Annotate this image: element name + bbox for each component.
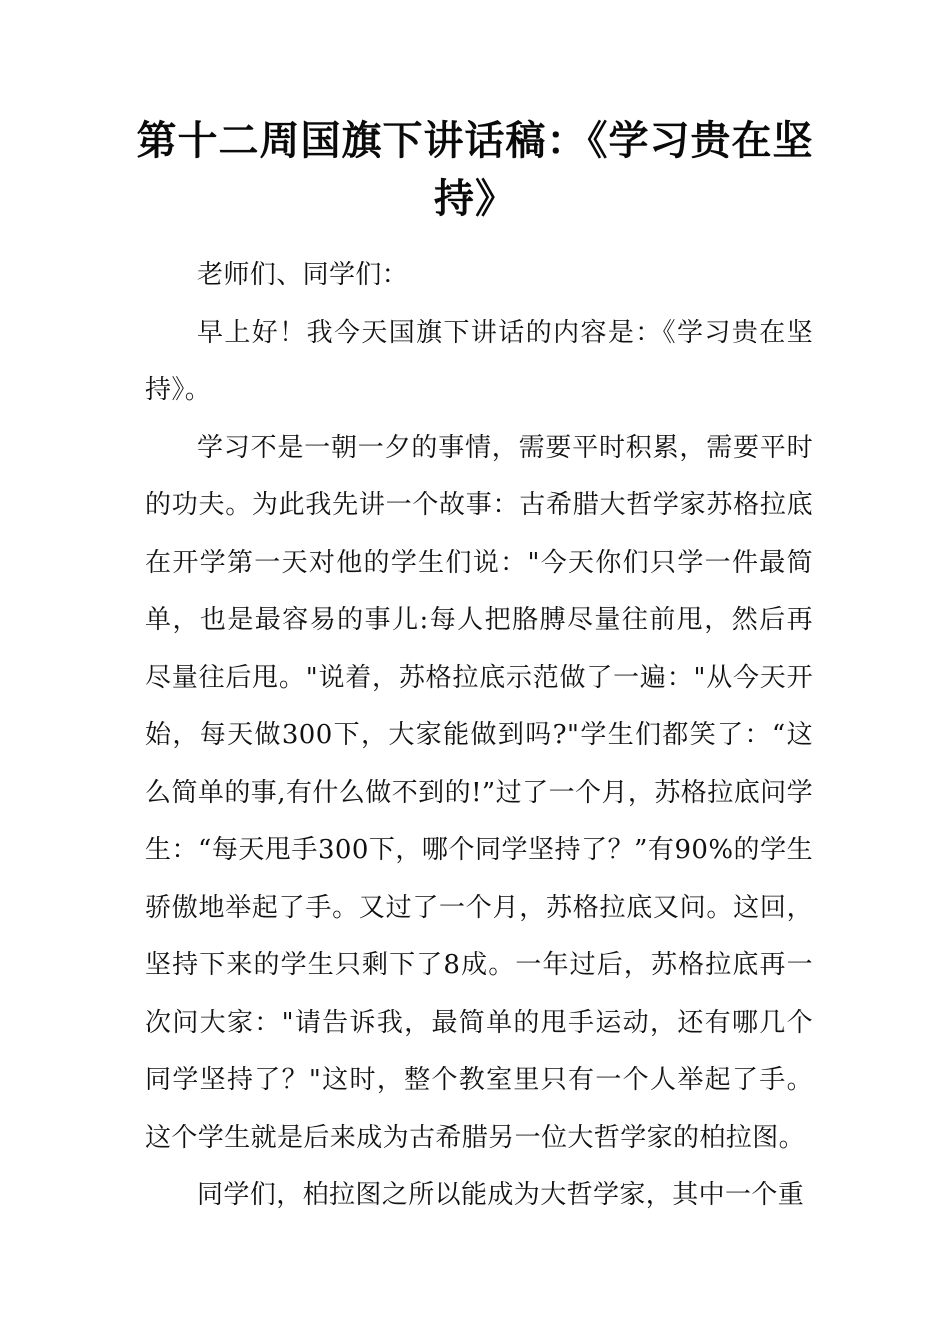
conclusion-paragraph: 同学们，柏拉图之所以能成为大哲学家，其中一个重 [197, 1180, 805, 1210]
salutation-paragraph: 老师们、同学们： [197, 260, 409, 290]
greeting-paragraph: 早上好！我今天国旗下讲话的内容是：《学习贵在坚持》。 [145, 317, 813, 405]
document-title: 第十二周国旗下讲话稿：《学习贵在坚持》 [136, 118, 814, 222]
story-paragraph: 学习不是一朝一夕的事情，需要平时积累，需要平时的功夫。为此我先讲一个故事：古希腊大哲学家苏格拉底在开学第一天对他的学生们说："今天你们只学一件最简单，也是最容易的事儿:每人把胳膊尽量往前甩，然后再尽量往后甩。"说着，苏格拉底示范做了一遍："从今天开始，每天做300下，大家能做到吗?"学生们都笑了：“这么简单的事,有什么做不到的!”过了一个月，苏格拉底问学生：“每天甩手300下，哪个同学坚持了？”有90%的学生骄傲地举起了手。又过了一个月，苏格拉底又问。这回，坚持下来的学生只剩下了8成。一年过后，苏格拉底再一次问大家："请告诉我，最简单的甩手运动，还有哪几个同学坚持了？"这时，整个教室里只有一个人举起了手。这个学生就是后来成为古希腊另一位大哲学家的柏拉图。 [145, 432, 813, 1153]
document-body [145, 247, 813, 1225]
